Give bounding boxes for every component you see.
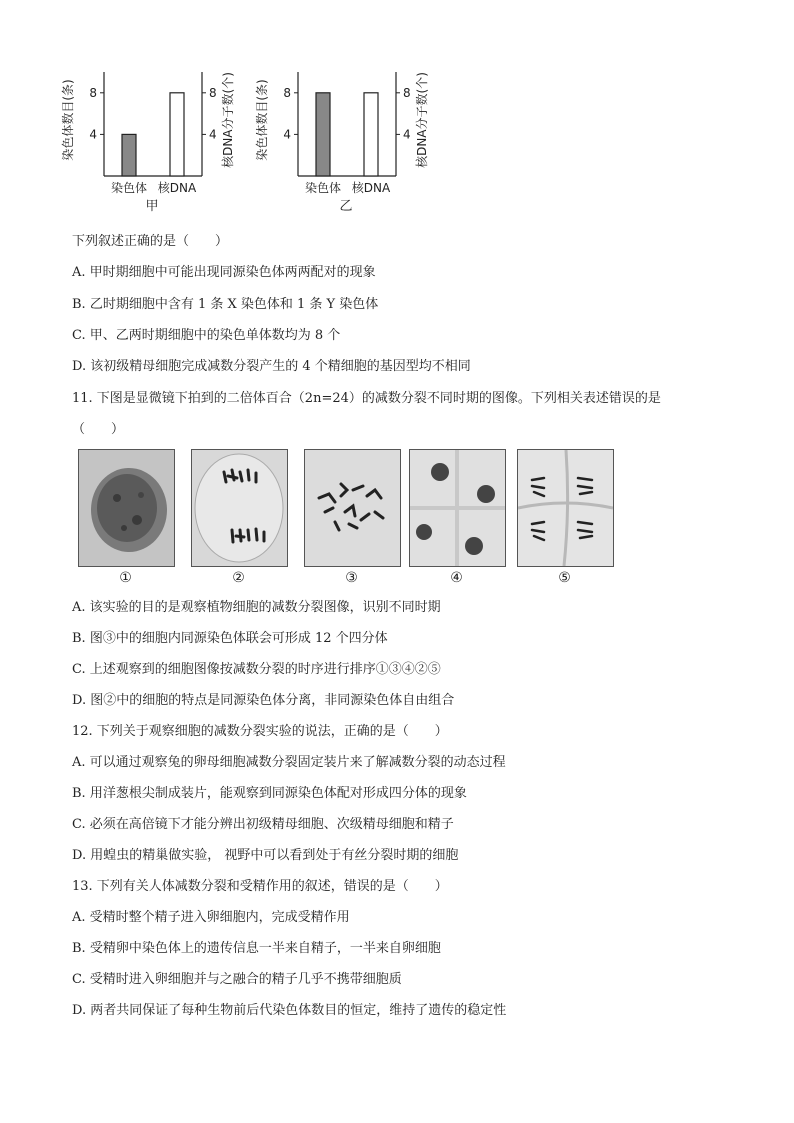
- left-tick-label: 4: [89, 127, 97, 142]
- left-tick-label: 4: [283, 127, 291, 142]
- right-tick-label: 4: [403, 127, 411, 142]
- chart-yi-svg: [255, 62, 429, 222]
- bar-chromosome: [316, 93, 330, 176]
- q13-option-c: C. 受精时进入卵细胞并与之融合的精子几乎不携带细胞质: [72, 972, 402, 987]
- chart-caption: 乙: [339, 199, 353, 214]
- micrograph-label: ④: [450, 570, 463, 586]
- chart-caption: 甲: [145, 199, 159, 214]
- chart-yi: [255, 62, 429, 222]
- q10-option-b: B. 乙时期细胞中含有 1 条 X 染色体和 1 条 Y 染色体: [72, 297, 379, 312]
- q11-option-b: B. 图③中的细胞内同源染色体联会可形成 12 个四分体: [72, 631, 388, 646]
- right-tick-label: 4: [209, 127, 217, 142]
- q13-option-a: A. 受精时整个精子进入卵细胞内，完成受精作用: [72, 910, 350, 925]
- q13-option-b: B. 受精卵中染色体上的遗传信息一半来自精子，一半来自卵细胞: [72, 941, 441, 956]
- micrograph-label: ⑤: [558, 570, 571, 586]
- micrograph-4: [409, 449, 506, 567]
- q12-stem: 12. 下列关于观察细胞的减数分裂实验的说法，正确的是（ ）: [72, 724, 448, 739]
- left-axis-label: 染色体数目(条): [255, 79, 269, 161]
- chart-jia-marks: [89, 72, 216, 176]
- bar-chromosome: [122, 134, 136, 176]
- category-label: 核DNA: [157, 181, 197, 195]
- q10-stem: 下列叙述正确的是（ ）: [72, 234, 229, 249]
- micrograph-5: [517, 449, 614, 567]
- q11-option-a: A. 该实验的目的是观察植物细胞的减数分裂图像，识别不同时期: [72, 600, 441, 615]
- micrograph-label: ②: [232, 570, 245, 586]
- category-label: 核DNA: [351, 181, 391, 195]
- micrograph-1: [78, 449, 175, 567]
- right-tick-label: 8: [403, 85, 411, 100]
- q12-option-b: B. 用洋葱根尖制成装片，能观察到同源染色体配对形成四分体的现象: [72, 786, 467, 801]
- right-axis-label: 核DNA分子数(个): [221, 72, 235, 168]
- q10-option-a: A. 甲时期细胞中可能出现同源染色体两两配对的现象: [72, 265, 376, 280]
- chart-jia: [61, 62, 235, 222]
- right-axis-label: 核DNA分子数(个): [415, 72, 429, 168]
- bar-nuclear-dna: [170, 93, 184, 176]
- micrograph-label: ③: [345, 570, 358, 586]
- micrograph-row: [78, 449, 612, 589]
- q11-stem: 11. 下图是显微镜下拍到的二倍体百合（2n=24）的减数分裂不同时期的图像。下列相关表述错误的是: [72, 391, 661, 406]
- q12-option-c: C. 必须在高倍镜下才能分辨出初级精母细胞、次级精母细胞和精子: [72, 817, 454, 832]
- chart-jia-svg: [61, 62, 235, 222]
- category-label: 染色体: [304, 181, 342, 195]
- q11-stem-bracket: （ ）: [72, 422, 125, 437]
- q11-option-c: C. 上述观察到的细胞图像按减数分裂的时序进行排序①③④②⑤: [72, 662, 441, 677]
- chart-yi-marks: [283, 72, 410, 176]
- q10-option-d: D. 该初级精母细胞完成减数分裂产生的 4 个精细胞的基因型均不相同: [72, 359, 471, 374]
- q12-option-a: A. 可以通过观察兔的卵母细胞减数分裂固定装片来了解减数分裂的动态过程: [72, 755, 506, 770]
- micrograph-3: [304, 449, 401, 567]
- micrograph-2: [191, 449, 288, 567]
- q12-option-d: D. 用蝗虫的精巢做实验， 视野中可以看到处于有丝分裂时期的细胞: [72, 848, 459, 863]
- category-label: 染色体: [110, 181, 148, 195]
- bar-nuclear-dna: [364, 93, 378, 176]
- q13-option-d: D. 两者共同保证了每种生物前后代染色体数目的恒定，维持了遗传的稳定性: [72, 1003, 507, 1018]
- right-tick-label: 8: [209, 85, 217, 100]
- left-axis-label: 染色体数目(条): [61, 79, 75, 161]
- q10-option-c: C. 甲、乙两时期细胞中的染色单体数均为 8 个: [72, 328, 341, 343]
- left-tick-label: 8: [89, 85, 97, 100]
- q11-option-d: D. 图②中的细胞的特点是同源染色体分离，非同源染色体自由组合: [72, 693, 455, 708]
- q13-stem: 13. 下列有关人体减数分裂和受精作用的叙述，错误的是（ ）: [72, 879, 448, 894]
- left-tick-label: 8: [283, 85, 291, 100]
- micrograph-label: ①: [119, 570, 132, 586]
